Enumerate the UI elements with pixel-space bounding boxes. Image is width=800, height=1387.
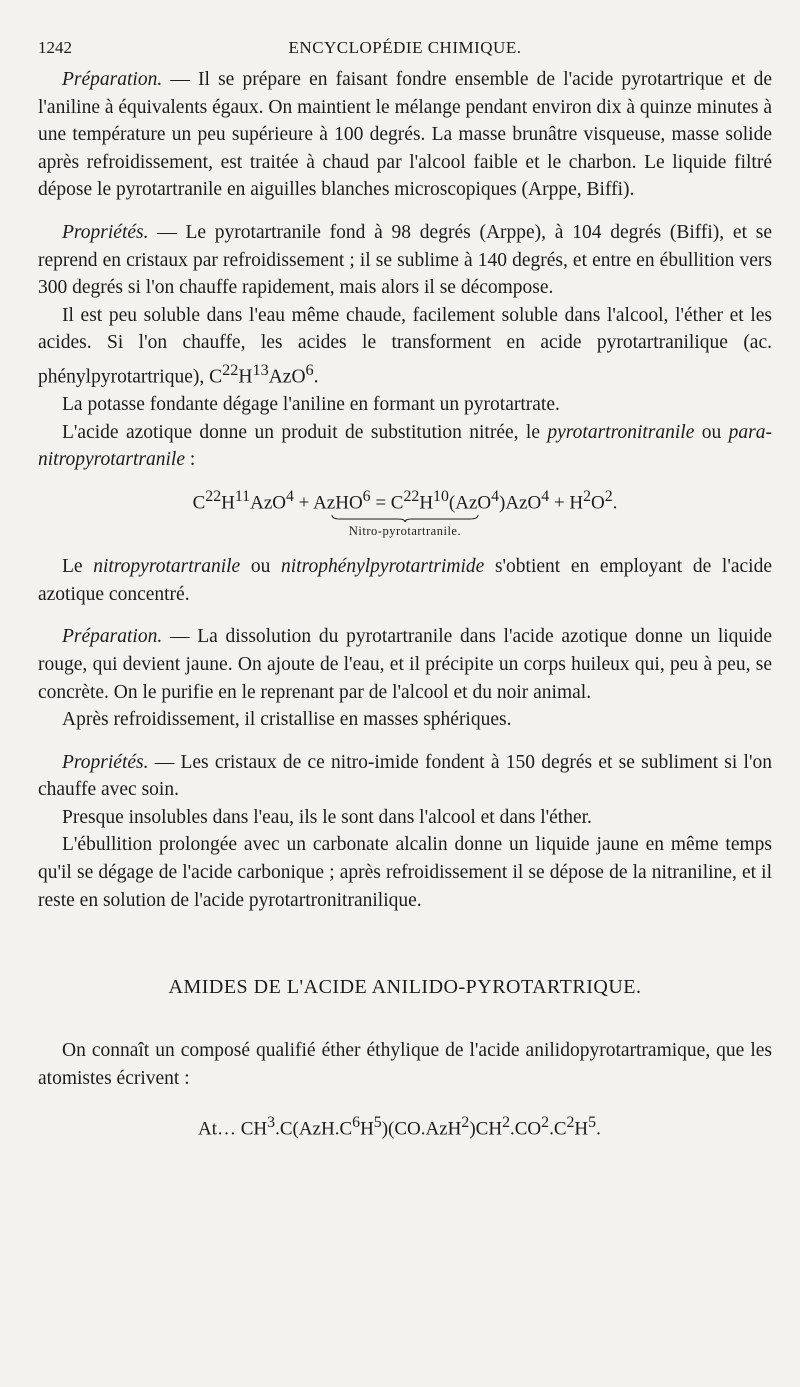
text: — Les cristaux de ce nitro-imide fondent à 150 degrés et se subliment si l'on chauffe avec soin. [38,751,772,801]
text: L'acide azotique donne un produit de substitution nitrée, le [62,421,548,443]
text: s'obtient en employant de l'acide azotique concentré. [38,556,772,605]
atomist-formula [38,1114,772,1140]
f: (AzO [448,492,492,514]
text: : [184,449,196,471]
f: 6 [352,1114,361,1132]
page-number: 1242 [38,38,72,57]
f: = C [370,492,404,514]
f: H [221,492,235,514]
label-proprietes: Propriétés. [62,221,149,243]
document-page [38,38,772,1141]
paragraph-potasse: La potasse fondante dégage l'aniline en formant un pyrotartrate. [62,394,560,416]
f: 4 [285,487,294,505]
f: 22 [205,487,222,505]
f: 5 [588,1114,597,1132]
paragraph-insolubles: Presque insolubles dans l'eau, ils le sont dans l'alcool et dans l'éther. [62,806,592,828]
label-proprietes: Propriétés. [62,751,149,773]
f: )CH [469,1118,503,1140]
paragraph-solubility [38,302,772,391]
f: )(CO.AzH [381,1118,462,1140]
page-header [38,38,772,66]
italic-term: nitrophénylpyrotartrimide [281,556,485,578]
paragraph-ether: On connaît un composé qualifié éther éthylique de l'acide anilidopyrotartramique, que les atomistes écrivent : [38,1040,772,1089]
f: . [612,492,618,514]
f: )AzO [499,492,542,514]
chemical-equation [38,488,772,514]
italic-term: para-nitropyrotartranile [38,421,773,471]
f: 10 [433,487,449,505]
text: — Le pyrotartranile fond à 98 degrés (Arppe), à 104 degrés (Biffi), et se reprend en cristaux par refroidissement ; il se sublime à 140 degrés, et entre en ébullition vers 300 degrés si l'on chauffe rapidement, mais alors il se décompose. [38,221,772,299]
f: At… [198,1118,241,1140]
sup: 22 [222,360,239,379]
italic-term: pyrotartronitranile [547,421,695,443]
italic-term: nitropyrotartranile [93,556,241,578]
f: C [192,492,206,514]
f: 2 [604,487,613,505]
f: CH [240,1118,268,1140]
underbrace [330,514,480,522]
sup: 6 [305,360,314,379]
f: .C [549,1118,567,1140]
label-preparation: Préparation. [62,626,163,648]
text: Il est peu soluble dans l'eau même chaude, facilement soluble dans l'alcool, l'éther et les acides. Si l'on chauffe, les acides le transforment en acide pyrotartranilique (ac. phénylpyrotartrique), C [38,304,772,388]
paragraph-preparation-1 [38,66,772,204]
text: ou [694,421,729,443]
f: O [590,492,605,514]
f: H [360,1118,374,1140]
section-title: AMIDES DE L'ACIDE ANILIDO-PYROTARTRIQUE. [168,976,642,999]
paragraph-preparation-2 [38,623,772,706]
paragraph-azotique [38,419,772,474]
f: 2 [583,487,591,505]
text: — Il se prépare en faisant fondre ensemble de l'acide pyrotartrique et de l'aniline à équivalents égaux. On maintient le mélange pendant environ dix à quinze minutes à une température un peu supérieure à 100 degrés. La masse brunâtre visqueuse, masse solide après refroidissement, est traitée à chaud par l'alcool faible et le charbon. Le liquide filtré dépose le pyrotartranile en aiguilles blanches microscopiques (Arppe, Biffi). [38,69,772,201]
f: 4 [541,487,550,505]
text: ou [240,556,281,578]
f: + H [549,492,584,514]
sup: 13 [252,360,269,379]
f: 11 [234,487,251,505]
text: H [238,366,253,388]
f: 6 [362,487,371,505]
f: 22 [403,487,420,505]
text: . [313,366,319,388]
text: — La dissolution du pyrotartranile dans l'acide azotique donne un liquide rouge, qui devient jaune. On ajoute de l'eau, et il précipite un corps huileux qui, peu à peu, se concrète. On le purifie en le reprenant par de l'alcool et du noir animal. [38,626,772,703]
f: + AzHO [293,492,363,514]
f: .CO [509,1118,542,1140]
f: H [574,1118,589,1140]
text: AzO [268,366,306,388]
paragraph-cristallise: Après refroidissement, il cristallise en masses sphériques. [62,709,512,731]
label-preparation: Préparation. [62,69,163,90]
f: AzO [250,492,286,514]
f: 2 [502,1114,510,1132]
paragraph-proprietes-2 [38,749,772,804]
f: .C(AzH.C [275,1118,353,1140]
paragraph-nitro [38,553,772,608]
f: H [419,492,434,514]
f: 2 [461,1114,470,1132]
text: Le [62,556,94,578]
f: 2 [566,1114,575,1132]
equation-caption: Nitro-pyrotartranile. [348,524,462,539]
f: 4 [491,487,499,505]
f: 3 [267,1114,276,1132]
f: 2 [541,1114,550,1132]
paragraph-ebullition: L'ébullition prolongée avec un carbonate alcalin donne un liquide jaune en même temps qu'il se dégage de l'acide carbonique ; après refroidissement il se dépose de la nitraniline, et il reste en solution de l'acide pyrotartronitranilique. [38,834,772,911]
running-title: ENCYCLOPÉDIE CHIMIQUE. [288,38,522,57]
f: 5 [373,1114,382,1132]
f: . [596,1118,601,1140]
paragraph-proprietes-1 [38,219,772,302]
